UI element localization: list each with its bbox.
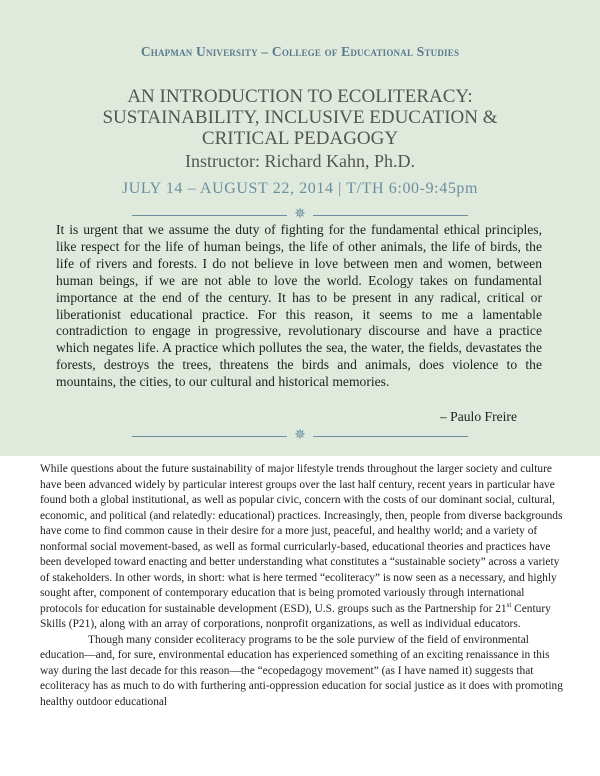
body-paragraph-2: Though many consider ecoliteracy programs to be the sole purview of the field of environmental education—and, for sure, environmental education has experienced something of an exciting renaissance in this way during the last decade for this reason—the “ecopedagogy movement” (as I have named it) suggests that ecoliteracy has as much to do with furthering anti-oppression education for social justice as it does with promoting healthy outdoor educational <box>40 633 563 708</box>
course-title <box>0 86 600 149</box>
body-paragraph-1-text-end: Century Skills (P21), along with an array of corporations, nonprofit organizations, as well as individual educators. <box>40 602 551 630</box>
freire-quote: It is urgent that we assume the duty of fighting for the fundamental ethical principles, like respect for the life of human beings, the life of other animals, the life of birds, the life of rivers and forests. I do not believe in love between men and women, between human beings, if we are not able to love the world. Ecology takes on fundamental importance at the end of the century. It has to be present in any radical, critical or liberationist educational practice. For this reason, it seems to me a lamentable contradiction to engage in progressive, revolutionary discourse and have a practice which negates life. A practice which pollutes the sea, the water, the fields, devastates the forests, destroys the trees, threatens the birds and animals, does violence to the mountains, the cities, to our cultural and historical memories. <box>56 222 542 390</box>
quote-attribution: – Paulo Freire <box>439 409 517 424</box>
bottom-divider <box>132 430 468 444</box>
course-title-line-1: AN INTRODUCTION TO ECOLITERACY: <box>127 86 473 107</box>
course-title-line-3: CRITICAL PEDAGOGY <box>201 128 399 149</box>
ordinal-suffix: st <box>506 600 512 609</box>
divider-line-right <box>313 436 468 437</box>
body-paragraph-1-text: While questions about the future sustainability of major lifestyle trends throughout the larger society and culture have been advanced widely by particular interest groups over the last half century, recent years in particular have found both a global institutional, as well as popular civic, concern with the costs of our dominant social, cultural, economic, and political (and relatedly: educational) practices. Increasingly, then, people from diverse backgrounds have come to find common cause in their desire for a more just, peaceful, and healthy world; and a variety of nonformal social movement-based, as well as formal curricularly-based, educational theories and practices have been developed toward enacting and better understanding what constitutes a “sustainable society” across a variety of stakeholders. In other words, in short: what is here termed “ecoliteracy” is now seen as a necessary, and highly sought after, component of contemporary education that is being promoted variously through international protocols for education for sustainable development (ESD), U.S. groups such as the Partnership for 21 <box>40 463 563 615</box>
instructor-name: Instructor: Richard Kahn, Ph.D. <box>185 151 415 171</box>
course-title-line-2: SUSTAINABILITY, INCLUSIVE EDUCATION & <box>102 107 498 128</box>
top-divider <box>132 209 468 223</box>
star-ornament-icon: ✵ <box>294 207 306 222</box>
institution-header: Chapman University – College of Educational Studies <box>140 44 460 59</box>
body-paragraph-1 <box>40 462 564 633</box>
divider-line-right <box>313 215 468 216</box>
course-dates: JULY 14 – AUGUST 22, 2014 | T/TH 6:00-9:45pm <box>121 180 479 197</box>
divider-line-left <box>132 215 287 216</box>
divider-line-left <box>132 436 287 437</box>
star-ornament-icon: ✵ <box>294 428 306 443</box>
course-description <box>40 462 564 710</box>
